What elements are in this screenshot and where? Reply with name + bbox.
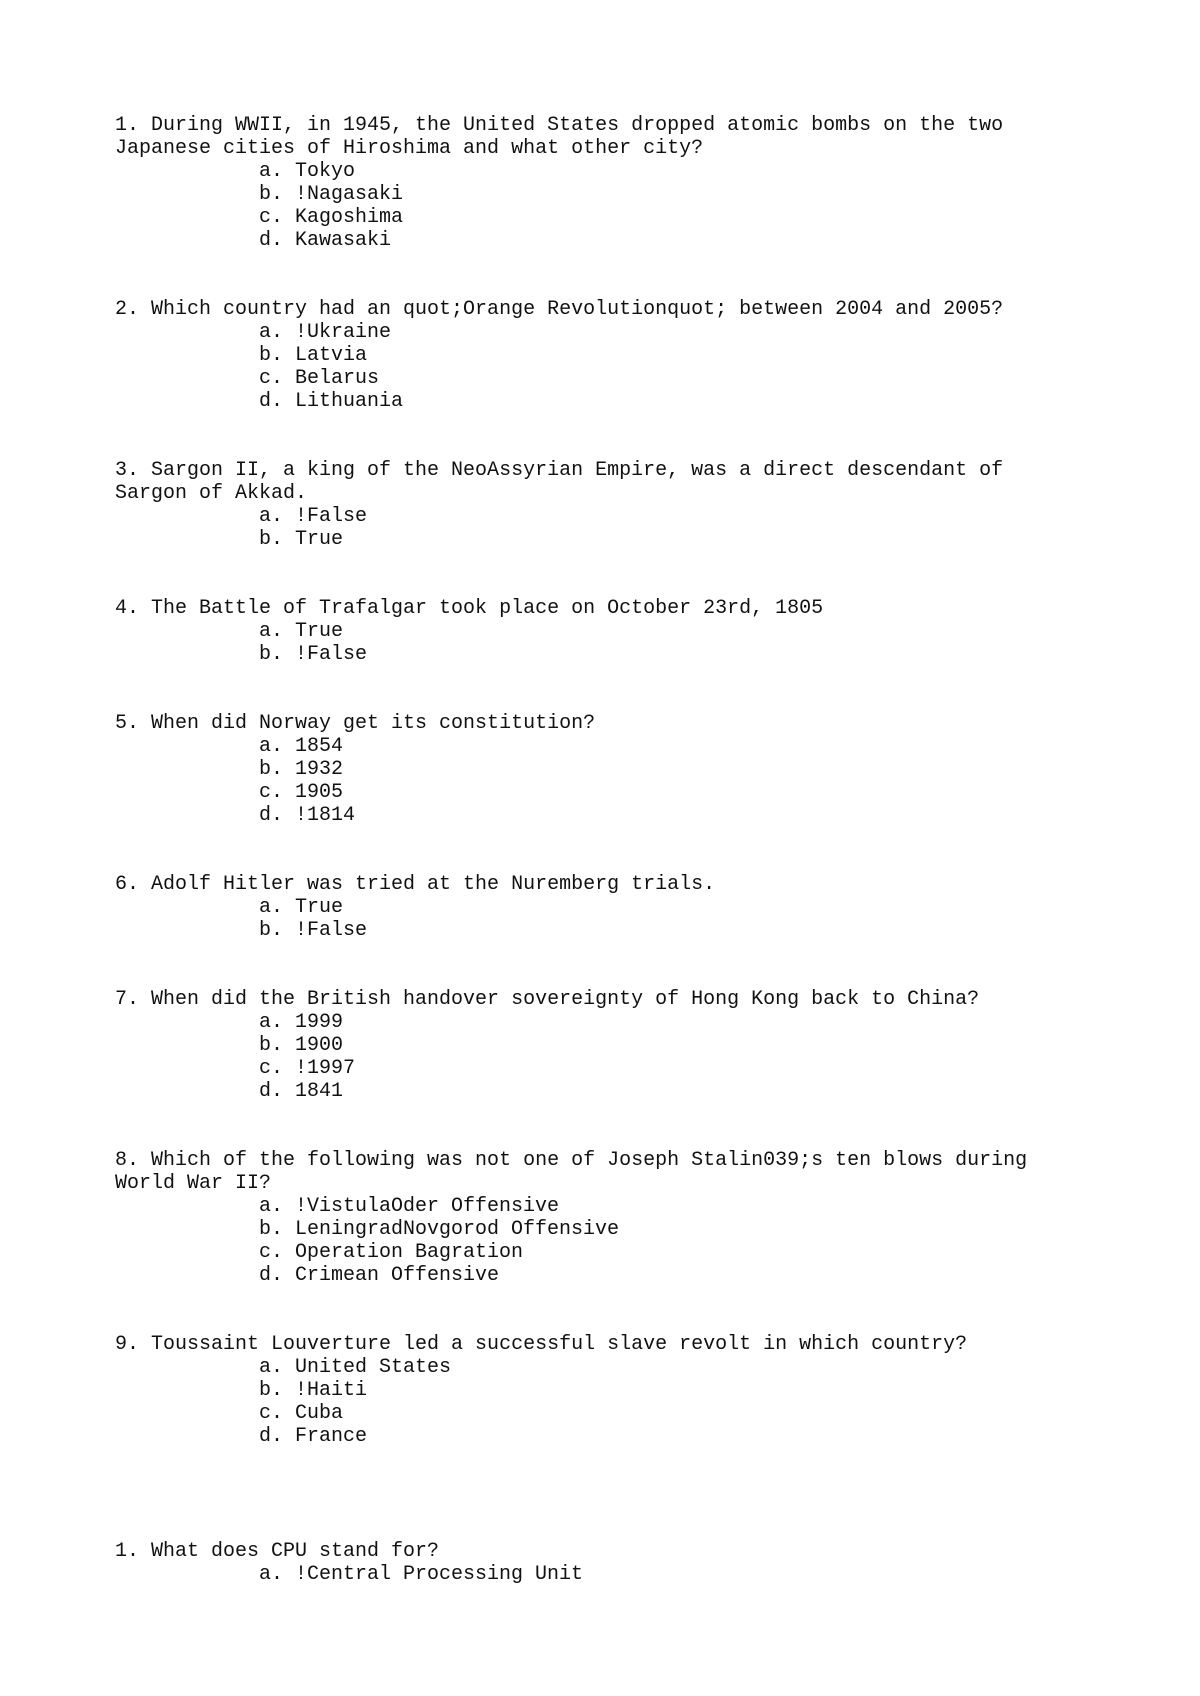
question-2	[115, 298, 1075, 413]
answer-option: c. Belarus	[259, 367, 380, 390]
answer-option: a. !False	[259, 505, 368, 528]
question-text: 9. Toussaint Louverture led a successful slave revolt in which country?	[115, 1333, 968, 1356]
answer-option: d. Crimean Offensive	[259, 1264, 500, 1287]
answer-option: a. True	[259, 620, 344, 643]
section-spacer	[115, 1494, 1075, 1540]
question-text: 6. Adolf Hitler was tried at the Nuremberg trials.	[115, 873, 716, 896]
quiz-content	[115, 114, 1075, 1632]
answer-option: c. !1997	[259, 1057, 356, 1080]
answer-option: b. 1932	[259, 758, 344, 781]
question-text: 7. When did the British handover sovereignty of Hong Kong back to China?	[115, 988, 980, 1011]
answer-option: b. !False	[259, 643, 368, 666]
question-9	[115, 1333, 1075, 1448]
answer-option: d. Lithuania	[259, 390, 404, 413]
answer-option: d. Kawasaki	[259, 229, 392, 252]
answer-option: c. Operation Bagration	[259, 1241, 524, 1264]
answer-option: a. True	[259, 896, 344, 919]
answer-option: b. True	[259, 528, 344, 551]
answer-option: a. 1854	[259, 735, 344, 758]
answer-option: b. !Haiti	[259, 1379, 368, 1402]
answer-option: a. 1999	[259, 1011, 344, 1034]
answer-list	[259, 1195, 1075, 1287]
answer-option: d. France	[259, 1425, 368, 1448]
question-text: 4. The Battle of Trafalgar took place on October 23rd, 1805	[115, 597, 824, 620]
answer-option: a. !VistulaOder Offensive	[259, 1195, 560, 1218]
question-1	[115, 114, 1075, 252]
answer-list	[259, 505, 1075, 551]
question-1-second-quiz	[115, 1540, 1075, 1586]
question-8	[115, 1149, 1075, 1287]
answer-option: a. !Ukraine	[259, 321, 392, 344]
answer-option: b. !False	[259, 919, 368, 942]
answer-option: c. Cuba	[259, 1402, 344, 1425]
question-text: 3. Sargon II, a king of the NeoAssyrian Empire, was a direct descendant of Sargon of Akkad.	[115, 459, 1016, 505]
answer-option: c. Kagoshima	[259, 206, 404, 229]
answer-option: b. LeningradNovgorod Offensive	[259, 1218, 620, 1241]
answer-option: a. United States	[259, 1356, 452, 1379]
answer-option: d. 1841	[259, 1080, 344, 1103]
answer-list	[259, 1563, 1075, 1586]
answer-list	[259, 896, 1075, 942]
answer-option: b. Latvia	[259, 344, 368, 367]
question-text: 5. When did Norway get its constitution?	[115, 712, 596, 735]
question-5	[115, 712, 1075, 827]
question-7	[115, 988, 1075, 1103]
answer-list	[259, 620, 1075, 666]
question-text: 1. What does CPU stand for?	[115, 1540, 440, 1563]
answer-option: a. !Central Processing Unit	[259, 1563, 584, 1586]
question-text: 8. Which of the following was not one of Joseph Stalin039;s ten blows during World War II?	[115, 1149, 1040, 1195]
answer-list	[259, 735, 1075, 827]
answer-option: a. Tokyo	[259, 160, 356, 183]
question-text: 2. Which country had an quot;Orange Revolutionquot; between 2004 and 2005?	[115, 298, 1004, 321]
question-text: 1. During WWII, in 1945, the United States dropped atomic bombs on the two Japanese cities of Hiroshima and what other city?	[115, 114, 1016, 160]
answer-list	[259, 1356, 1075, 1448]
answer-list	[259, 1011, 1075, 1103]
question-6	[115, 873, 1075, 942]
question-3	[115, 459, 1075, 551]
answer-option: c. 1905	[259, 781, 344, 804]
answer-option: b. 1900	[259, 1034, 344, 1057]
answer-option: b. !Nagasaki	[259, 183, 404, 206]
question-4	[115, 597, 1075, 666]
answer-list	[259, 321, 1075, 413]
answer-option: d. !1814	[259, 804, 356, 827]
answer-list	[259, 160, 1075, 252]
